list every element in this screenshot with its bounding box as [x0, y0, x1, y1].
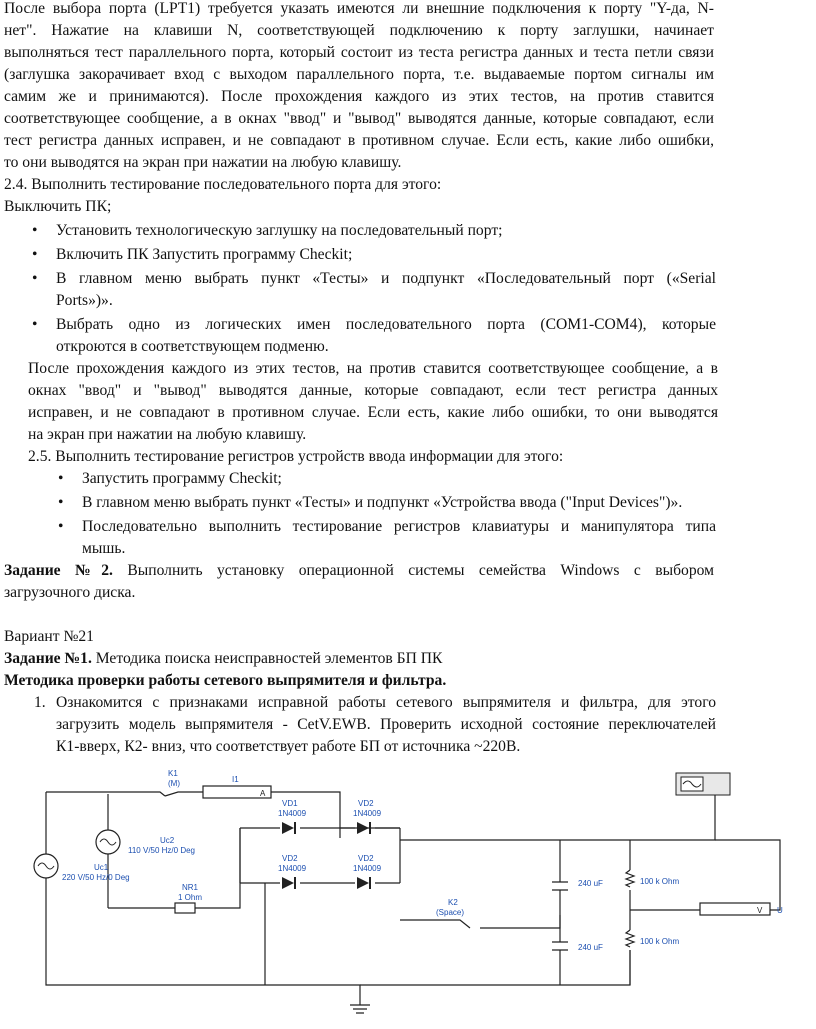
list-item: В главном меню выбрать пункт «Тесты» и подпункт «Устройства ввода ("Input Devices")».: [82, 494, 683, 511]
label-uc1: Uc1: [94, 863, 109, 872]
label-m: (M): [168, 779, 180, 788]
section-2-4-title: 2.4. Выполнить тестирование последовательного порта для этого:: [4, 176, 442, 193]
label-uc2-value: 110 V/50 Hz/0 Deg: [128, 846, 196, 855]
task-2-text: Выполнить установку операционной системы семейства Windows с выбором: [112, 562, 714, 579]
label-k2: K2: [448, 898, 458, 907]
list-item-cont: откроются в соответствующем подменю.: [56, 338, 329, 355]
list-item-cont: мышь.: [82, 540, 126, 557]
list-item: загрузить модель выпрямителя - CetV.EWB. Проверить исходной состояние переключателей: [56, 716, 716, 733]
bullet-icon: •: [58, 494, 64, 511]
text-line: соответствующее сообщение, а в окнах "ввод" и "вывод" выводятся данные, которые совпадают, если: [4, 110, 714, 127]
label-uc2: Uc2: [160, 836, 175, 845]
label-k1: K1: [168, 769, 178, 778]
text-line: выполняться тест параллельного порта, который состоит из теста регистра данных и теста петли связи: [4, 44, 714, 61]
label-vd2-left-model: 1N4009: [278, 864, 307, 873]
task-2-cont: загрузочного диска.: [4, 584, 136, 601]
method-title: Методика проверки работы сетевого выпрямителя и фильтра.: [4, 672, 447, 689]
text-line: тест регистра данных исправен, и не совпадают в противном случае. Если есть, какие либо ошибки,: [4, 132, 714, 149]
text-line: самим же и принимаются). После прохождения каждого из этих тестов, на против ставится: [4, 88, 714, 105]
list-item: Последовательно выполнить тестирование регистров клавиатуры и манипулятора типа: [82, 518, 716, 535]
label-a: A: [260, 789, 266, 798]
label-vd2-right: VD2: [358, 854, 374, 863]
text-line: окнах "ввод" и "вывод" выводятся данные, которые совпадают, если тест регистра данных: [28, 382, 718, 399]
rectifier-circuit-diagram: [0, 760, 816, 1029]
label-vd2-left: VD2: [282, 854, 298, 863]
list-item: Ознакомится с признаками исправной работы сетевого выпрямителя и фильтра, для этого: [56, 694, 716, 711]
label-vd1: VD1: [282, 799, 298, 808]
label-res-1: 100 k Ohm: [640, 877, 680, 886]
text-line: (заглушка закорачивает вход с выходом параллельного порта, т.е. выдаваемые портом сигналы им: [4, 66, 714, 83]
task-1-label: Задание №1.: [4, 650, 92, 667]
label-cap-2: 240 uF: [578, 943, 603, 952]
label-nr1: NR1: [182, 883, 199, 892]
task-2: [4, 560, 714, 582]
list-item-cont: Ports»)».: [56, 292, 113, 309]
task-2-label: Задание №2.: [4, 562, 113, 579]
label-vd2-top-model: 1N4009: [353, 809, 382, 818]
label-voltmeter-v: V: [757, 906, 763, 915]
list-item: К1-вверх, К2- вниз, что соответствует работе БП от источника ~220В.: [56, 738, 521, 755]
list-item: В главном меню выбрать пункт «Тесты» и подпункт «Последовательный порт («Serial: [56, 270, 716, 287]
label-u: U: [777, 906, 783, 915]
text-line: нет". Нажатие на клавиши N, соответствующей подключению к порту заглушки, начинает: [4, 22, 714, 39]
bullet-icon: •: [58, 470, 64, 487]
label-res-2: 100 k Ohm: [640, 937, 680, 946]
bullet-icon: •: [32, 222, 38, 239]
text-line: то они выводятся на экран при нажатии на любую клавишу.: [4, 154, 402, 171]
label-vd2-right-model: 1N4009: [353, 864, 382, 873]
list-item: Включить ПК Запустить программу Checkit;: [56, 246, 353, 263]
bullet-icon: •: [32, 270, 38, 287]
text-line: После прохождения каждого из этих тестов, на против ставится соответствующее сообщение, а в: [28, 360, 718, 377]
section-2-5-title: 2.5. Выполнить тестирование регистров устройств ввода информации для этого:: [28, 448, 564, 465]
label-cap-1: 240 uF: [578, 879, 603, 888]
text-line: исправен, и не совпадают в противном случае. Если есть, какие либо ошибки, то они выводятся: [28, 404, 718, 421]
bullet-icon: •: [32, 316, 38, 333]
list-item: Запустить программу Checkit;: [82, 470, 282, 487]
text-line: на экран при нажатии на любую клавишу.: [28, 426, 307, 443]
label-uc1-value: 220 V/50 Hz/0 Deg: [62, 873, 130, 882]
task-1: [4, 648, 442, 670]
label-space: (Space): [436, 908, 465, 917]
text-line: После выбора порта (LPT1) требуется указать имеются ли внешние подключения к порту "Y-да, N-: [4, 0, 714, 17]
section-2-4-off: Выключить ПК;: [4, 198, 112, 215]
list-number: 1.: [34, 694, 46, 711]
list-item: Выбрать одно из логических имен последовательного порта (COM1-COM4), которые: [56, 316, 716, 333]
bullet-icon: •: [58, 518, 64, 535]
task-1-text: Методика поиска неисправностей элементов БП ПК: [91, 650, 443, 667]
label-nr1-value: 1 Ohm: [178, 893, 203, 902]
variant-title: Вариант №21: [4, 628, 94, 645]
list-item: Установить технологическую заглушку на последовательный порт;: [56, 222, 503, 239]
label-i1: I1: [232, 775, 239, 784]
bullet-icon: •: [32, 246, 38, 263]
label-vd1-model: 1N4009: [278, 809, 307, 818]
label-vd2-top: VD2: [358, 799, 374, 808]
